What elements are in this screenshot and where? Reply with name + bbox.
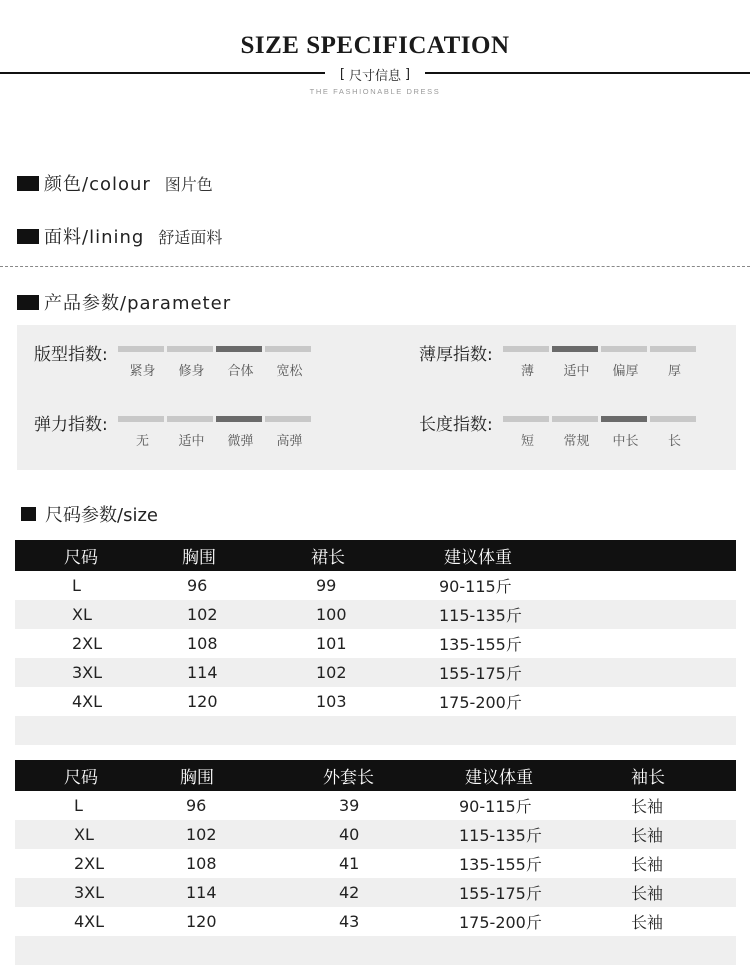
table-header-cell: 袖长 [604,760,736,791]
parameter-bars [118,346,314,352]
table-cell: 39 [339,796,360,815]
table-cell: 99 [316,576,337,595]
table-cell: 3XL [15,878,180,907]
parameter-levels [503,430,699,449]
parameter-label: 弹力指数: [34,415,108,435]
attribute-value: 图片色 [164,174,213,194]
page-tagline: THE FASHIONABLE DRESS [309,87,441,96]
table-cell [436,936,604,965]
parameter-bar [601,346,647,352]
table-cell: 175-200斤 [439,693,522,712]
table-cell: 102 [180,600,307,629]
table-header-cell: 建议体重 [436,760,604,791]
parameter-bar [265,346,311,352]
attribute-value: 舒适面料 [158,227,223,247]
table-cell: 长袖 [604,820,736,849]
table-cell: 120 [187,692,218,711]
parameter-level-label: 合体 [227,364,254,379]
table-cell: 43 [339,912,360,931]
table-cell: L [74,796,83,815]
square-bullet-icon [17,295,39,310]
table-row [15,687,736,716]
table-cell: 102 [180,820,308,849]
table-cell: 175-200斤 [459,913,542,932]
table-cell: 2XL [72,634,103,653]
table-cell: 108 [186,854,217,873]
table-cell: 41 [339,854,360,873]
parameter-label: 版型指数: [34,345,108,365]
table-cell: 90-115斤 [459,797,532,816]
table-cell: 101 [316,634,347,653]
parameter-bar [265,416,311,422]
parameter-level-label: 适中 [563,364,590,379]
table-header-cell: 裙长 [307,540,434,571]
square-bullet-icon [21,507,36,521]
table-row [15,571,736,600]
parameter-bar [118,346,164,352]
table-cell: 长袖 [631,855,664,874]
parameter-level-label: 紧身 [129,364,156,379]
parameter-bar [650,346,696,352]
section-title-label: 尺码参数/size [45,505,158,526]
parameter-bars [503,346,699,352]
table-cell: 108 [187,634,218,653]
table-cell: 96 [186,796,207,815]
table-cell [15,936,180,965]
parameter-bar [167,346,213,352]
table-cell: XL [15,600,180,629]
table-row [15,658,736,687]
table-cell [180,936,308,965]
table-cell: 135-155斤 [439,635,522,654]
table-cell: L [72,576,81,595]
table-cell: 2XL [74,854,105,873]
subtitle-left-bracket: [ [339,66,345,82]
parameter-panel [17,325,736,470]
parameter-bar-selected [601,416,647,422]
parameter-level-label: 高弹 [276,434,303,449]
table-cell: XL [15,820,180,849]
parameter-levels [118,360,314,379]
table-cell: 135-155斤 [459,855,542,874]
table-cell: 120 [186,912,217,931]
table-cell [434,716,736,745]
parameter-level-label: 宽松 [276,364,303,379]
parameter-level-label: 偏厚 [612,364,639,379]
table-row [15,600,736,629]
table-cell: 90-115斤 [439,577,512,596]
table-row [15,878,736,907]
table-cell: 103 [316,692,347,711]
table-cell: 155-175斤 [436,878,604,907]
table-cell: 115-135斤 [436,820,604,849]
attribute-lining [17,223,222,249]
table-cell [307,716,434,745]
table-header-row [15,760,736,791]
square-bullet-icon [17,229,39,244]
parameter-bar [118,416,164,422]
parameter-bar-selected [216,346,262,352]
parameter-label: 长度指数: [419,415,493,435]
parameter-level-label: 适中 [178,434,205,449]
table-header-cell: 外套长 [308,760,436,791]
table-header-cell: 胸围 [180,760,308,791]
size-section-title [21,501,158,527]
page-subtitle [325,64,425,84]
attribute-colour [17,170,213,196]
parameter-level-label: 无 [135,434,149,449]
attribute-label: 颜色/colour [44,174,151,195]
parameter-bar [167,416,213,422]
parameter-bar [650,416,696,422]
parameter-bars [118,416,314,422]
table-cell [15,716,180,745]
parameter-level-label: 中长 [612,434,639,449]
table-cell: 155-175斤 [434,658,736,687]
table-row [15,907,736,936]
table-header-row [15,540,736,571]
parameter-levels [118,430,314,449]
table-cell: 42 [308,878,436,907]
table-cell: 4XL [72,692,103,711]
table-cell [604,936,736,965]
table-cell [180,716,307,745]
table-cell: 100 [307,600,434,629]
table-row [15,820,736,849]
size-table-coat [15,760,736,965]
page-title: SIZE SPECIFICATION [240,32,510,59]
parameter-level-label: 常规 [563,434,590,449]
table-cell: 3XL [15,658,180,687]
table-cell: 102 [307,658,434,687]
table-cell: 115-135斤 [434,600,736,629]
page-header [0,0,750,110]
table-blank-row [15,716,736,745]
parameter-level-label: 修身 [178,364,205,379]
parameter-level-label: 长 [667,434,681,449]
table-blank-row [15,936,736,965]
section-title-label: 产品参数/parameter [44,293,232,314]
table-row [15,791,736,820]
subtitle-right-bracket: ] [405,66,411,82]
size-table-dress [15,540,736,745]
parameter-bar [552,416,598,422]
table-cell: 96 [187,576,208,595]
parameter-level-label: 薄 [520,364,534,379]
table-cell: 114 [180,878,308,907]
parameter-level-label: 短 [520,434,534,449]
table-cell [308,936,436,965]
parameter-levels [503,360,699,379]
table-cell: 长袖 [604,878,736,907]
table-row [15,629,736,658]
table-header-cell: 尺码 [15,760,180,791]
table-cell: 长袖 [631,913,664,932]
parameter-bar-selected [216,416,262,422]
parameter-level-label: 厚 [667,364,681,379]
table-row [15,849,736,878]
table-header-cell: 尺码 [15,540,180,571]
parameter-bar-selected [552,346,598,352]
parameter-bar [503,416,549,422]
parameter-level-label: 微弹 [227,434,254,449]
attribute-label: 面料/lining [44,227,145,248]
table-header-cell: 胸围 [180,540,307,571]
table-header-cell: 建议体重 [434,540,736,571]
square-bullet-icon [17,176,39,191]
parameter-label: 薄厚指数: [419,345,493,365]
table-cell: 114 [180,658,307,687]
table-cell: 长袖 [631,797,664,816]
parameter-bar [503,346,549,352]
subtitle-text: 尺寸信息 [348,68,401,84]
table-cell: 4XL [74,912,105,931]
table-cell: 40 [308,820,436,849]
parameter-section-title [17,289,231,315]
dotted-divider [0,266,750,267]
parameter-bars [503,416,699,422]
